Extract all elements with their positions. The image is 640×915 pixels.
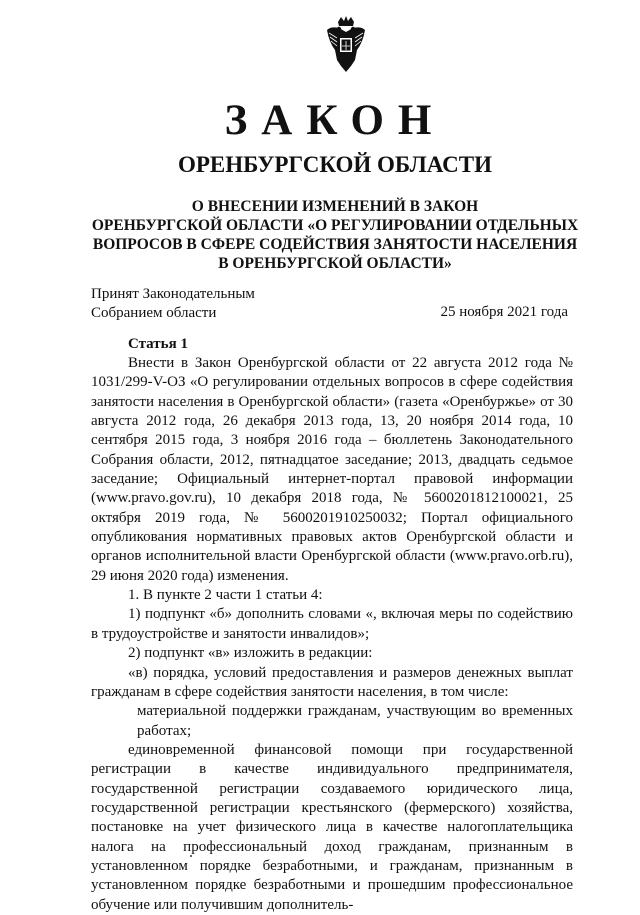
law-subtitle (85, 197, 585, 273)
adoption-note (91, 285, 255, 323)
article-paragraph: 1. В пункте 2 части 1 статьи 4: (128, 587, 323, 604)
article-paragraph: материальной поддержки гражданам, участвующим во временных работах; (137, 703, 573, 739)
article-heading: Статья 1 (128, 336, 188, 352)
subtitle-line: ВОПРОСОВ В СФЕРЕ СОДЕЙСТВИЯ ЗАНЯТОСТИ НАСЕЛЕНИЯ (92, 236, 578, 253)
region-title: ОРЕНБУРГСКОЙ ОБЛАСТИ (177, 152, 493, 177)
subtitle-line: О ВНЕСЕНИИ ИЗМЕНЕНИЙ В ЗАКОН (191, 198, 479, 215)
scan-speck (190, 855, 192, 857)
subtitle-line: В ОРЕНБУРГСКОЙ ОБЛАСТИ» (218, 255, 452, 272)
adoption-line: Принят Законодательным (91, 286, 255, 302)
subtitle-line: ОРЕНБУРГСКОЙ ОБЛАСТИ «О РЕГУЛИРОВАНИИ ОТДЕЛЬНЫХ (91, 217, 579, 234)
adoption-date: 25 ноября 2021 года (440, 304, 568, 320)
law-title: ЗАКОН (224, 97, 446, 144)
article-paragraph: 2) подпункт «в» изложить в редакции: (128, 645, 373, 662)
adoption-line: Собранием области (91, 305, 217, 321)
coat-of-arms-icon (325, 16, 367, 74)
article-body (91, 354, 573, 915)
article-paragraph: Внести в Закон Оренбургской области от 22 августа 2012 года № 1031/299-V-ОЗ «О регулировании отдельных вопросов в сфере содействия занятости населения в Оренбургской области» (газета «Оренбуржье» от 30 августа 2012 года, 26 декабря 2013 года, 13, 20 ноября 2014 года, 10 сентября 2015 года, 3 ноября 2016 года – бюллетень Законодательного Собрания области, 2012, пятнадцатое заседание; 2013, двадцать седьмое заседание; Официальный интернет-портал правовой информации (www.pravo.gov.ru), 10 декабря 2018 года, № 5600201812100021, 25 октября 2019 года, № 5600201910250032; Портал официального опубликования нормативных правовых актов Оренбургской области и органов исполнительной власти Оренбургской области (www.pravo.orb.ru), 29 июня 2020 года) изменения. (91, 355, 573, 584)
article-paragraph: «в) порядка, условий предоставления и размеров денежных выплат гражданам в сфере содействия занятости населения, в том числе: (91, 664, 573, 700)
article-paragraph: единовременной финансовой помощи при государственной регистрации в качестве индивидуального предпринимателя, государственной регистрации создаваемого юридического лица, государственной регистрации крестьянского (фермерского) хозяйства, постановке на учет физического лица в качестве налогоплательщика налога на профессиональный доход гражданам, признанным в установленном порядке безработными, и гражданам, признанным в установленном порядке безработными и прошедшим профессиональное обучение или получившим дополнитель- (91, 741, 573, 913)
article-paragraph: 1) подпункт «б» дополнить словами «, включая меры по содействию в трудоустройстве и занятости инвалидов»; (91, 606, 573, 642)
